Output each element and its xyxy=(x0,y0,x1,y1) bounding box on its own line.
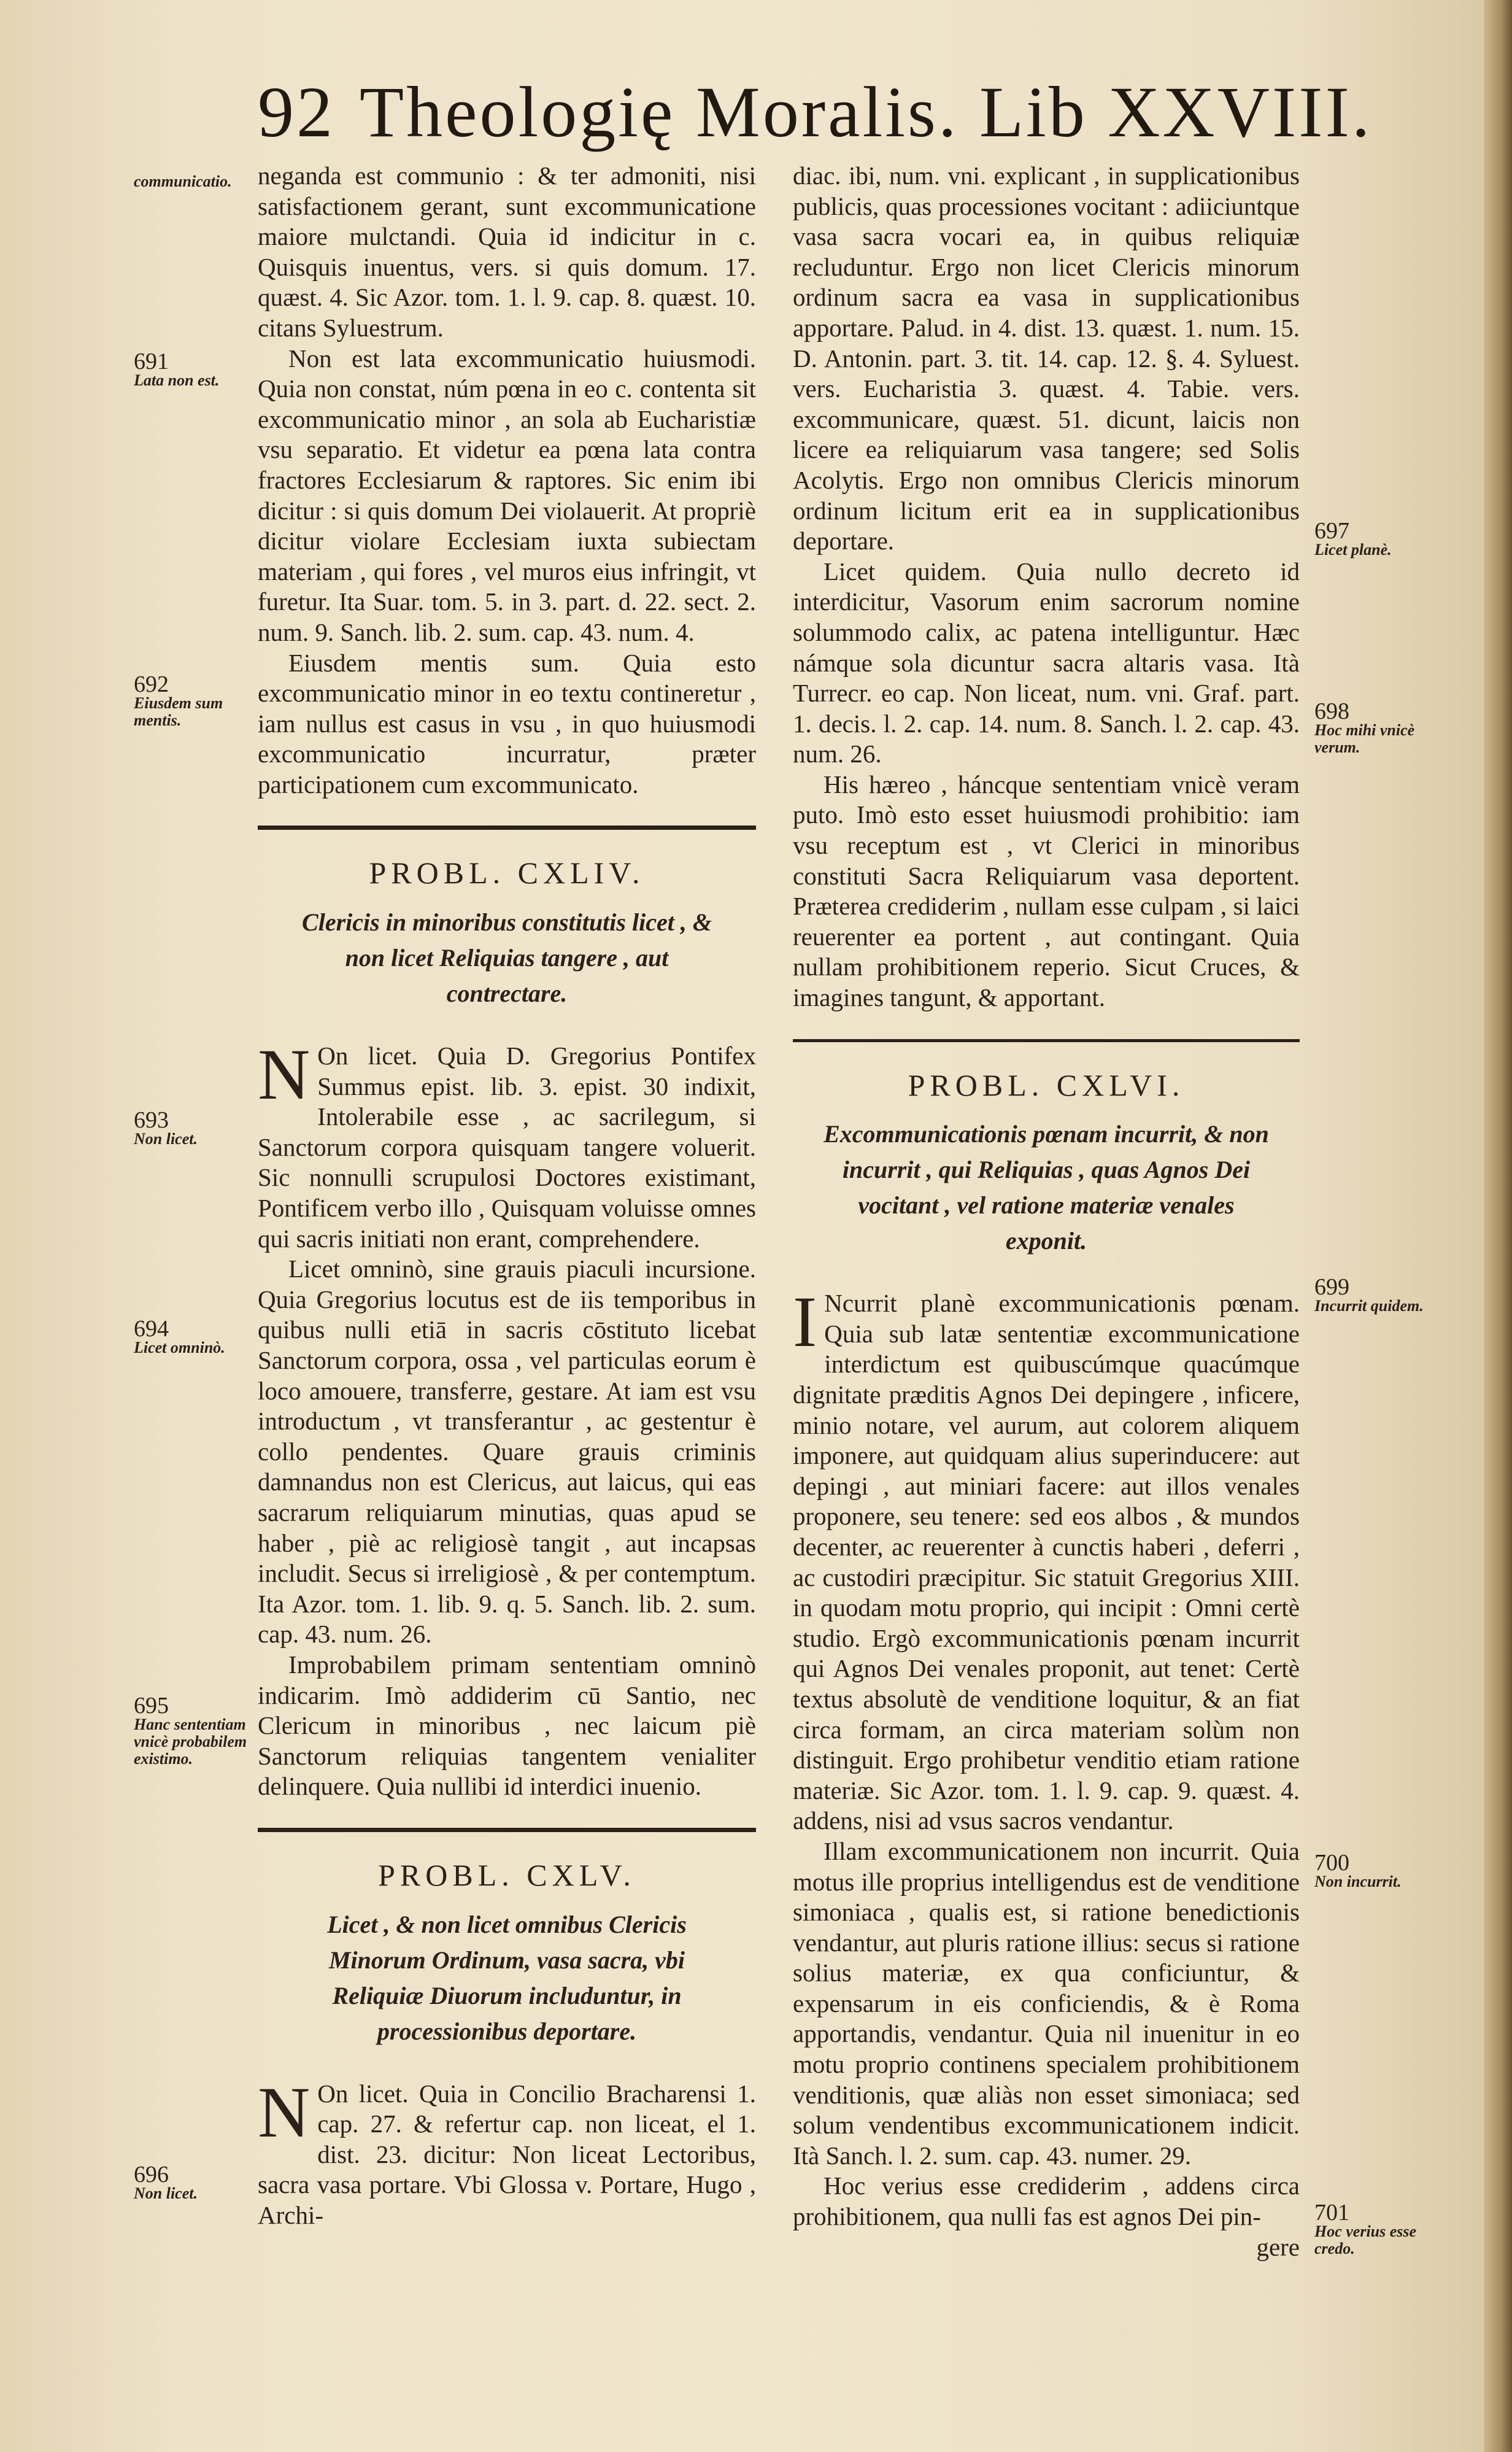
margin-note-694: 694 Licet omninò. xyxy=(134,1316,225,1356)
margin-note-691: 691 Lata non est. xyxy=(134,349,220,389)
paragraph-693: N On licet. Quia D. Gregorius Pontifex Summus epist. lib. 3. epist. 30 indixit, Intolerabile esse , ac sacrilegum, si Sanctorum corpora quisquam tangere voluerit. Sic nonnulli scrupulosi Doctores existimant, Pontificem verbo illo , Quisquam voluisse omnes qui sacris initiati non erant, comprehendere. xyxy=(258,1034,756,1253)
right-column xyxy=(793,161,1300,2262)
paragraph-691: Non est lata excommunicatio huiusmodi. Quia non constat, núm pœna in eo c. contenta sit excommunicatio minor , an sola ab Eucharistiæ vsu separatio. Et videtur ea pœna lata contra fractores Ecclesiarum & raptores. Sic enim ibi dicitur : si quis domum Dei violauerit. At propriè dicitur violare Ecclesiam iuxta subiectam materiam , qui fores , vel muros eius infringit, vt furetur. Ita Suar. tom. 5. in 3. part. d. 22. sect. 2. num. 9. Sanch. lib. 2. sum. cap. 43. num. 4. xyxy=(258,344,756,646)
problem-title-144: Clericis in minoribus constitutis licet , & non licet Reliquias tangere , aut contrectare. xyxy=(302,908,712,1008)
paragraph-698: His hæreo , háncque sententiam vnicè veram puto. Imò esto esset huiusmodi prohibitio: iam vsu receptum est , vt Clerici in minoribus constituti Sacra Reliquiarum vasa deportent. Præterea crediderim , nullam esse culpam , si laici reuerenter ea portent , aut contingant. Quia nullam prohibitionem reperio. Sicut Cruces, & imagines tangunt, & apportant. xyxy=(793,770,1300,1012)
drop-cap: N xyxy=(258,2071,310,2152)
problem-heading-144: PROBL. CXLIV. xyxy=(369,856,645,891)
page-binding-edge xyxy=(1484,0,1512,2452)
paragraph-699: I Ncurrit planè excommunicationis pœnam. Quia sub latæ sententiæ excommunicatione interdictum est quibuscúmque quacúmque dignitate præditis Agnos Dei depingere , inficere, minio notare, vel aurum, aut colorem aliquem imponere, aut quidquam alius superinducere: aut depingi , aut miniari facere: aut illos venales proponere, seu tenere: sed eos albos , & mundos decenter, ac reuerenter à cunctis haberi , deferri , ac custodiri præcipitur. Sic statuit Gregorius XIII. in quodam motu proprio, qui incipit : Omni certè studio. Ergò excommunicationis pœnam incurrit qui Agnos Dei venales proponit, aut tenet: Certè textus absolutè de venditione loquitur, & an fiat circa formam, an circa materiam solùm non distinguit. Ergo prohibetur venditio etiam ratione materiæ. Sic Azor. tom. 1. l. 9. cap. 9. quæst. 4. addens, nisi ad vsus sacros vendantur. xyxy=(793,1282,1300,1835)
catchword: gere xyxy=(1256,2232,1300,2261)
margin-note-intro: communicatio. xyxy=(134,172,232,190)
problem-title-146: Excommunicationis pœnam incurrit, & non incurrit , qui Reliquias , quas Agnos Dei vocitant , vel ratione materiæ venales exponit. xyxy=(824,1120,1269,1255)
paragraph-700: Illam excommunicationem non incurrit. Quia motus ille proprius intelligendus est de venditione simoniaca , qualis est, si ratione benedictionis vendantur, aut pluris ratione illius: secus si ratione solius materiæ, ex qua conficiuntur, & expensarum in eis conficiendis, & è Roma apportandis, vendantur. Quia nil inuenitur in eo motu proprio continens specialem prohibitionem venditionis, quæ aliàs non esset simoniaca; sed solum vendentibus excommunicationem indicit. Ità Sanch. l. 2. sum. cap. 43. numer. 29. xyxy=(793,1836,1300,2170)
margin-note-699: 699 Incurrit quidem. xyxy=(1314,1274,1424,1315)
margin-note-701: 701 Hoc verius esse credo. xyxy=(1314,2200,1417,2257)
section-divider xyxy=(793,1039,1300,1042)
paragraph-701: Hoc verius esse crediderim , addens circa prohibitionem, qua nulli fas est agnos Dei pin- xyxy=(793,2172,1300,2231)
problem-title-145: Licet , & non licet omnibus Clericis Minorum Ordinum, vasa sacra, vbi Reliquiæ Diuorum includuntur, in processionibus deportare. xyxy=(327,1910,687,2045)
margin-note-698: 698 Hoc mihi vnicè verum. xyxy=(1314,698,1415,756)
paragraph-continuation: diac. ibi, num. vni. explicant , in supplicationibus publicis, quas processiones vocitant : adiiciuntque vasa sacra vocari ea, in quibus reliquiæ recluduntur. Ergo non licet Clericis minorum ordinum sacra ea vasa in supplicationibus apportare. Palud. in 4. dist. 13. quæst. 1. num. 15. D. Antonin. part. 3. tit. 14. cap. 12. §. 4. Syluest. vers. Eucharistia 3. quæst. 4. Tabie. vers. excommunicare, quæst. 51. dicunt, laicis non licere ea reliquiarum vasa tangere; sed Solis Acolytis. Ergo non omnibus Clericis minorum ordinum licitum erit ea in supplicationibus deportare. xyxy=(793,161,1300,555)
drop-cap: I xyxy=(793,1282,817,1363)
page-number: 92 xyxy=(258,72,335,152)
paragraph-697: Licet quidem. Quia nullo decreto id interdicitur, Vasorum enim sacrorum nomine solummodo calix, ac patena intelliguntur. Hæc námque sola dicuntur sacra altaris vasa. Ità Turrecr. eo cap. Non liceat, num. vni. Graf. part. 1. decis. l. 2. cap. 14. num. 8. Sanch. l. 2. cap. 43. num. 26. xyxy=(793,557,1300,768)
paragraph-694: Licet omninò, sine grauis piaculi incursione. Quia Gregorius locutus est de iis temporibus in quibus nulli etiā in sacris cōstituto licebat Sanctorum corpora, ossa , vel particulas eorum è loco amouere, transferre, gestare. At iam est vsu introductum , vt transferantur , ac gestentur è collo pendentes. Quare grauis criminis damnandus non est Clericus, aut laicus, qui eas sacrarum reliquiarum minutias, quas apud se haber , piè ac religiosè tangit , aut incapsas includit. Secus si irreligiosè , & per contemptum. Ita Azor. tom. 1. lib. 9. q. 5. Sanch. lib. 2. sum. cap. 43. num. 26. xyxy=(258,1255,756,1649)
problem-heading-146: PROBL. CXLVI. xyxy=(908,1067,1185,1102)
margin-note-700: 700 Non incurrit. xyxy=(1314,1850,1402,1890)
running-title: Theologię Moralis. Lib XXVIII. xyxy=(360,72,1373,152)
section-divider xyxy=(258,1828,756,1832)
paragraph-692: Eiusdem mentis sum. Quia esto excommunicatio minor in eo textu contineretur , iam nullus est casus in vsu , in quo huiusmodi excommunicatio incurratur, præter participationem cum excommunicato. xyxy=(258,648,756,799)
left-column xyxy=(258,161,756,2230)
section-divider xyxy=(258,826,756,830)
margin-note-692: 692 Eiusdem sum mentis. xyxy=(134,671,223,729)
problem-heading-145: PROBL. CXLV. xyxy=(378,1857,636,1892)
paragraph-696: N On licet. Quia in Concilio Bracharensi 1. cap. 27. & refertur cap. non liceat, el 1. dist. 23. dicitur: Non liceat Lectoribus, sacra vasa portare. Vbi Glossa v. Portare, Hugo , Archi- xyxy=(258,2071,756,2229)
paragraph-intro: neganda est communio : & ter admoniti, nisi satisfactionem gerant, sunt excommunicatione maiore mulctandi. Quia id indicitur in c. Quisquis inuentus, vers. si quis domum. 17. quæst. 4. Sic Azor. tom. 1. l. 9. cap. 8. quæst. 10. citans Syluestrum. xyxy=(258,161,756,342)
drop-cap: N xyxy=(258,1034,310,1115)
margin-note-695: 695 Hanc sententiam vnicè probabilem existimo. xyxy=(134,1693,247,1768)
paragraph-695: Improbabilem primam sententiam omninò indicarim. Imò addiderim cū Santio, nec Clericum in minoribus , nec laicum piè Sanctorum reliquias tangentem venialiter delinquere. Quia nullibi id interdici inuenio. xyxy=(258,1650,756,1801)
margin-note-693: 693 Non licet. xyxy=(134,1107,198,1148)
margin-note-697: 697 Licet planè. xyxy=(1314,518,1392,559)
margin-note-696: 696 Non licet. xyxy=(134,2162,198,2202)
running-header xyxy=(258,71,1372,154)
